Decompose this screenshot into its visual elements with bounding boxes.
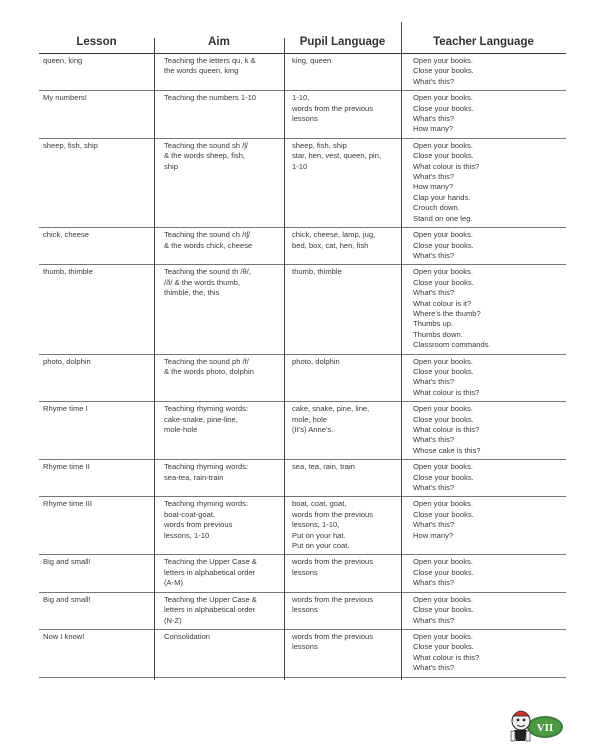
cell-line: lessons: [292, 114, 318, 124]
aim-cell: [154, 265, 284, 354]
lesson-cell: [39, 402, 154, 460]
cell-line: Rhyme time II: [43, 462, 90, 472]
header-lesson: Lesson: [39, 32, 154, 54]
cell-line: words from the previous: [292, 103, 374, 113]
table-row: [39, 91, 566, 139]
cell-line: Open your books.: [413, 557, 473, 567]
cell-line: Close your books.: [413, 472, 474, 482]
cell-line: sheep, fish, ship: [292, 140, 347, 150]
lesson-cell: [39, 460, 154, 497]
table-row: [39, 228, 566, 265]
syllabus-table: [39, 32, 566, 678]
cell-line: How many?: [413, 182, 454, 192]
teacher-language-cell: [401, 265, 566, 354]
cell-line: lessons, 1-10: [164, 530, 210, 540]
cell-line: Close your books.: [413, 567, 474, 577]
cell-line: lessons: [292, 642, 318, 652]
cell-line: My numbers!: [43, 93, 87, 103]
cell-line: words from previous: [164, 520, 233, 530]
lesson-cell: [39, 497, 154, 555]
cell-line: Close your books.: [413, 509, 474, 519]
lesson-cell: [39, 138, 154, 227]
cell-line: Crouch down.: [413, 203, 460, 213]
table-row: [39, 555, 566, 592]
cell-line: thimble, the, this: [164, 288, 220, 298]
cell-line: Where's the thumb?: [413, 308, 481, 318]
cell-line: sea, tea, rain, train: [292, 462, 355, 472]
cell-line: Put on your coat.: [292, 541, 350, 551]
teacher-language-cell: [401, 592, 566, 629]
pupil-language-cell: [284, 629, 401, 677]
cell-line: Close your books.: [413, 66, 474, 76]
aim-cell: [154, 460, 284, 497]
cell-line: What's this?: [413, 578, 455, 588]
aim-cell: [154, 592, 284, 629]
cell-line: Thumbs down.: [413, 329, 463, 339]
cell-line: cake, snake, pine, line,: [292, 404, 370, 414]
cell-line: What colour is this?: [413, 161, 480, 171]
cell-line: king, queen: [292, 56, 332, 65]
cell-line: Open your books.: [413, 462, 473, 472]
pupil-language-cell: [284, 592, 401, 629]
pupil-language-cell: [284, 91, 401, 139]
aim-cell: [154, 354, 284, 402]
cell-line: Thumbs up.: [413, 319, 454, 329]
cell-line: Stand on one leg.: [413, 213, 473, 223]
cell-line: words from the previous: [292, 594, 374, 604]
pupil-language-cell: [284, 54, 401, 91]
cell-line: Close your books.: [413, 240, 474, 250]
lesson-cell: [39, 228, 154, 265]
cell-line: Teaching rhyming words:: [164, 499, 248, 509]
cell-line: Close your books.: [413, 277, 474, 287]
teacher-language-cell: [401, 402, 566, 460]
cell-line: What's this?: [413, 435, 455, 445]
cell-line: Open your books.: [413, 404, 473, 414]
cell-line: What colour is this?: [413, 652, 480, 662]
cell-line: What colour is this?: [413, 387, 480, 397]
cell-line: Rhyme time I: [43, 404, 88, 414]
cell-line: cake-snake, pine-line,: [164, 414, 238, 424]
cell-line: Put on your hat.: [292, 530, 346, 540]
teacher-language-cell: [401, 629, 566, 677]
cell-line: Teaching the letters qu, k &: [164, 56, 256, 65]
header-teacher-language: Teacher Language: [401, 32, 566, 54]
cell-line: photo, dolphin: [43, 356, 91, 366]
teacher-language-cell: [401, 354, 566, 402]
pupil-language-cell: [284, 497, 401, 555]
cell-line: & the words chick, cheese: [164, 240, 253, 250]
cell-line: Close your books.: [413, 366, 474, 376]
cell-line: mole-hole: [164, 425, 198, 434]
pupil-language-cell: [284, 460, 401, 497]
aim-cell: [154, 402, 284, 460]
cell-line: Consolidation: [164, 631, 211, 641]
aim-cell: [154, 497, 284, 555]
cell-line: Close your books.: [413, 605, 474, 615]
cell-line: Teaching the sound sh /ʃ/: [164, 140, 249, 150]
cell-line: Teaching the numbers 1-10: [164, 93, 257, 103]
cell-line: What's this?: [413, 520, 455, 530]
cell-line: Open your books.: [413, 56, 473, 65]
cell-line: Clap your hands.: [413, 192, 471, 202]
page-number: VII: [536, 722, 554, 734]
cell-line: 1-10,: [292, 93, 310, 103]
cell-line: lessons: [292, 567, 318, 577]
table-row: [39, 265, 566, 354]
pupil-language-cell: [284, 228, 401, 265]
cell-line: What's this?: [413, 663, 455, 673]
mascot-icon: [505, 707, 565, 745]
cell-line: thumb, thimble: [43, 267, 93, 277]
cell-line: boat, coat, goat,: [292, 499, 347, 509]
teacher-language-cell: [401, 91, 566, 139]
cell-line: the words queen, king: [164, 66, 239, 76]
pupil-language-cell: [284, 265, 401, 354]
aim-cell: [154, 91, 284, 139]
lesson-cell: [39, 629, 154, 677]
aim-cell: [154, 138, 284, 227]
cell-line: chick, cheese: [43, 230, 90, 240]
cell-line: How many?: [413, 530, 454, 540]
table-row: [39, 138, 566, 227]
cell-line: Rhyme time III: [43, 499, 92, 509]
cell-line: photo, dolphin: [292, 356, 340, 366]
cell-line: Close your books.: [413, 151, 474, 161]
lesson-cell: [39, 54, 154, 91]
table-row: [39, 460, 566, 497]
cell-line: & the words photo, dolphin: [164, 366, 254, 376]
cell-line: What's this?: [413, 483, 455, 493]
cell-line: What's this?: [413, 615, 455, 625]
table-row: [39, 592, 566, 629]
lesson-cell: [39, 91, 154, 139]
cell-line: What's this?: [413, 76, 455, 86]
cell-line: 1-10: [292, 161, 308, 171]
cell-line: Teaching rhyming words:: [164, 462, 248, 472]
cell-line: Teaching the sound th /θ/,: [164, 267, 251, 277]
cell-line: sheep, fish, ship: [43, 140, 98, 150]
cell-line: lessons: [292, 605, 318, 615]
table-row: [39, 402, 566, 460]
page-number-badge: [505, 707, 565, 745]
cell-line: Open your books.: [413, 93, 473, 103]
table-row: [39, 54, 566, 91]
cell-line: What colour is it?: [413, 298, 472, 308]
cell-line: Big and small!: [43, 594, 91, 604]
cell-line: sea-tea, rain-train: [164, 472, 224, 482]
pupil-language-cell: [284, 402, 401, 460]
teacher-language-cell: [401, 228, 566, 265]
cell-line: Teaching rhyming words:: [164, 404, 248, 414]
table-header-row: [39, 32, 566, 54]
aim-cell: [154, 555, 284, 592]
cell-line: What's this?: [413, 288, 455, 298]
table-row: [39, 497, 566, 555]
aim-cell: [154, 54, 284, 91]
cell-line: Open your books.: [413, 140, 473, 150]
teacher-language-cell: [401, 138, 566, 227]
cell-line: Close your books.: [413, 103, 474, 113]
lesson-cell: [39, 265, 154, 354]
cell-line: Close your books.: [413, 642, 474, 652]
cell-line: What colour is this?: [413, 425, 480, 434]
pupil-language-cell: [284, 555, 401, 592]
teacher-language-cell: [401, 460, 566, 497]
cell-line: words from the previous: [292, 631, 374, 641]
header-aim: Aim: [154, 32, 284, 54]
cell-line: Close your books.: [413, 414, 474, 424]
cell-line: What's this?: [413, 377, 455, 387]
cell-line: How many?: [413, 124, 454, 134]
cell-line: lessons, 1-10,: [292, 520, 340, 530]
column-divider: [401, 22, 402, 680]
cell-line: What's this?: [413, 172, 455, 182]
pupil-language-cell: [284, 354, 401, 402]
column-divider: [284, 38, 285, 680]
cell-line: Teaching the Upper Case &: [164, 557, 257, 567]
cell-line: Open your books.: [413, 230, 473, 240]
cell-line: Open your books.: [413, 267, 473, 277]
aim-cell: [154, 629, 284, 677]
cell-line: Teaching the Upper Case &: [164, 594, 257, 604]
cell-line: Teaching the sound ch /tʃ/: [164, 230, 251, 240]
header-pupil-language: Pupil Language: [284, 32, 401, 54]
cell-line: boat-coat-goat,: [164, 509, 216, 519]
cell-line: & the words sheep, fish,: [164, 151, 246, 161]
cell-line: Now I know!: [43, 631, 85, 641]
cell-line: thumb, thimble: [292, 267, 342, 277]
teacher-language-cell: [401, 555, 566, 592]
cell-line: letters in alphabetical order: [164, 605, 256, 615]
table-row: [39, 354, 566, 402]
cell-line: What's this?: [413, 250, 455, 260]
cell-line: bed, box, cat, hen, fish: [292, 240, 369, 250]
cell-line: queen, king: [43, 56, 83, 65]
teacher-language-cell: [401, 497, 566, 555]
cell-line: Big and small!: [43, 557, 91, 567]
pupil-language-cell: [284, 138, 401, 227]
cell-line: (A-M): [164, 578, 183, 588]
cell-line: (It's) Anne's.: [292, 425, 334, 434]
lesson-cell: [39, 555, 154, 592]
cell-line: Open your books.: [413, 631, 473, 641]
cell-line: mole, hole: [292, 414, 328, 424]
cell-line: Whose cake is this?: [413, 445, 481, 455]
table-row: [39, 629, 566, 677]
cell-line: Classroom commands.: [413, 340, 491, 350]
aim-cell: [154, 228, 284, 265]
cell-line: Teaching the sound ph /f/: [164, 356, 249, 366]
teacher-language-cell: [401, 54, 566, 91]
column-divider: [154, 38, 155, 680]
cell-line: letters in alphabetical order: [164, 567, 256, 577]
cell-line: star, hen, vest, queen, pin,: [292, 151, 382, 161]
cell-line: Open your books.: [413, 594, 473, 604]
cell-line: (N-Z): [164, 615, 182, 625]
cell-line: ship: [164, 161, 178, 171]
lesson-cell: [39, 592, 154, 629]
cell-line: words from the previous: [292, 557, 374, 567]
cell-line: What's this?: [413, 114, 455, 124]
cell-line: words from the previous: [292, 509, 374, 519]
cell-line: /ð/ & the words thumb,: [164, 277, 240, 287]
cell-line: chick, cheese, lamp, jug,: [292, 230, 376, 240]
cell-line: Open your books.: [413, 356, 473, 366]
lesson-cell: [39, 354, 154, 402]
cell-line: Open your books.: [413, 499, 473, 509]
